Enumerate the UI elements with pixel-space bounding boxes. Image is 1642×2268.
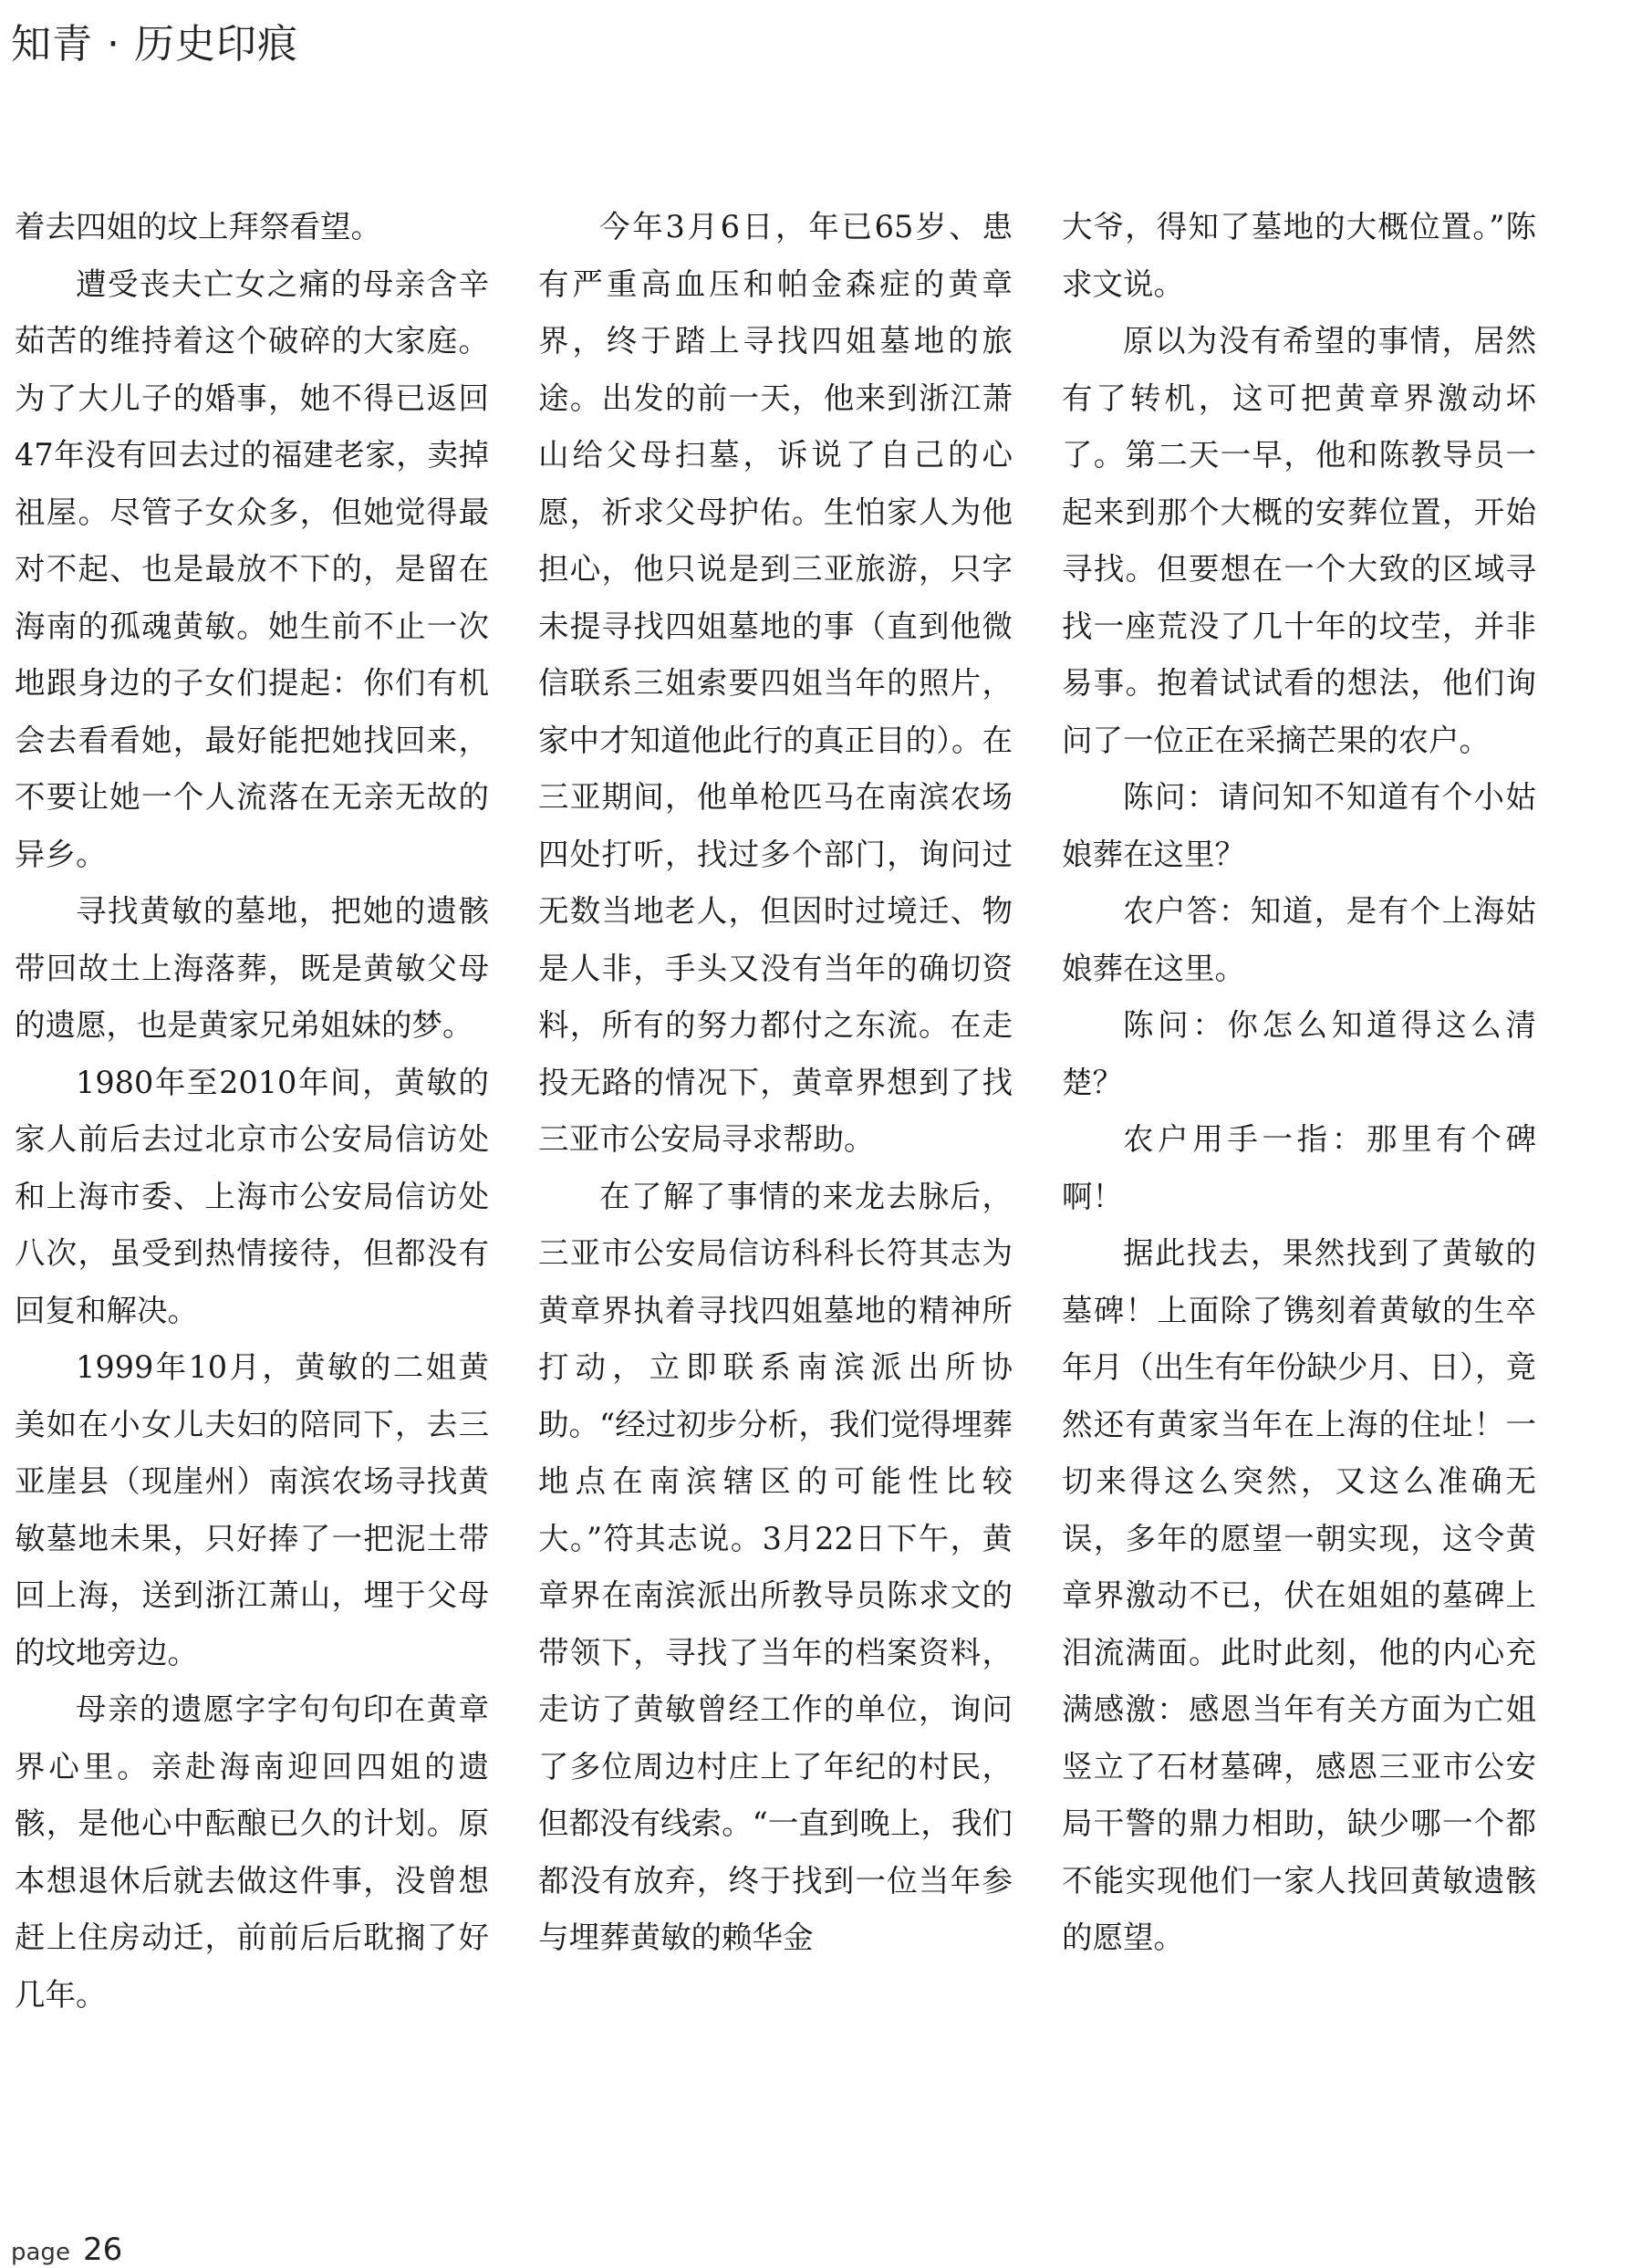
paragraph: 遭受丧夫亡女之痛的母亲含辛茹苦的维持着这个破碎的大家庭。为了大儿子的婚事，她不得已返回47年没有回去过的福建老家，卖掉祖屋。尽管子女众多，但她觉得最对不起、也是最放不下的，是留在海南的孤魂黄敏。她生前不止一次地跟身边的子女们提起：你们有机会去看看她，最好能把她找回来，不要让她一个人流落在无亲无故的异乡。 (15, 265, 489, 872)
paragraph: 1980年至2010年间，黄敏的家人前后去过北京市公安局信访处和上海市委、上海市公安局信访处八次，虽受到热情接待，但都没有回复和解决。 (15, 1064, 489, 1328)
article-column-3 (1062, 199, 1536, 1967)
article-column-2 (538, 199, 1013, 1967)
paragraph: 农户答：知道，是有个上海姑娘葬在这里。 (1062, 893, 1536, 986)
page-label: page (11, 2239, 70, 2266)
paragraph: 陈问：请问知不知道有个小姑娘葬在这里？ (1062, 779, 1536, 872)
paragraph: 陈问：你怎么知道得这么清楚？ (1062, 1007, 1536, 1100)
paragraph: 着去四姐的坟上拜祭看望。 (15, 209, 381, 244)
page-header: 知青 · 历史印痕 (11, 21, 298, 68)
paragraph: 农户用手一指：那里有个碑啊！ (1062, 1121, 1536, 1214)
paragraph: 在了解了事情的来龙去脉后，三亚市公安局信访科科长符其志为黄章界执着寻找四姐墓地的精神所打动，立即联系南滨派出所协助。“经过初步分析，我们觉得埋葬地点在南滨辖区的可能性比较大。”符其志说。3月22日下午，黄章界在南滨派出所教导员陈求文的带领下，寻找了当年的档案资料，走访了黄敏曾经工作的单位，询问了多位周边村庄上了年纪的村民，但都没有线索。“一直到晚上，我们都没有放弃，终于找到一位当年参与埋葬黄敏的赖华金 (538, 1178, 1013, 1955)
paragraph: 今年3月6日，年已65岁、患有严重高血压和帕金森症的黄章界，终于踏上寻找四姐墓地的旅途。出发的前一天，他来到浙江萧山给父母扫墓，诉说了自己的心愿，祈求父母护佑。生怕家人为他担心，他只说是到三亚旅游，只字未提寻找四姐墓地的事（直到他微信联系三姐索要四姐当年的照片，家中才知道他此行的真正目的）。在三亚期间，他单枪匹马在南滨农场四处打听，找过多个部门，询问过无数当地老人，但因时过境迁、物是人非，手头又没有当年的确切资料，所有的努力都付之东流。在走投无路的情况下，黄章界想到了找三亚市公安局寻求帮助。 (538, 209, 1013, 1157)
paragraph: 1999年10月，黄敏的二姐黄美如在小女儿夫妇的陪同下，去三亚崖县（现崖州）南滨农场寻找黄敏墓地未果，只好捧了一把泥土带回上海，送到浙江萧山，埋于父母的坟地旁边。 (15, 1349, 489, 1670)
page-footer (11, 2232, 122, 2268)
paragraph: 寻找黄敏的墓地，把她的遗骸带回故土上海落葬，既是黄敏父母的遗愿，也是黄家兄弟姐妹的梦。 (15, 893, 489, 1043)
paragraph: 原以为没有希望的事情，居然有了转机，这可把黄章界激动坏了。第二天一早，他和陈教导员一起来到那个大概的安葬位置，开始寻找。但要想在一个大致的区域寻找一座荒没了几十年的坟茔，并非易事。抱着试试看的想法，他们询问了一位正在采摘芒果的农户。 (1062, 323, 1536, 758)
paragraph: 母亲的遗愿字字句句印在黄章界心里。亲赴海南迎回四姐的遗骸，是他心中酝酿已久的计划。原本想退休后就去做这件事，没曾想赶上住房动迁，前前后后耽搁了好几年。 (15, 1691, 489, 2013)
page-number: 26 (82, 2232, 123, 2268)
article-column-1 (15, 199, 489, 2024)
paragraph: 大爷，得知了墓地的大概位置。”陈求文说。 (1062, 209, 1536, 302)
paragraph: 据此找去，果然找到了黄敏的墓碑！上面除了镌刻着黄敏的生卒年月（出生有年份缺少月、日），竟然还有黄家当年在上海的住址！一切来得这么突然，又这么准确无误，多年的愿望一朝实现，这令黄章界激动不已，伏在姐姐的墓碑上泪流满面。此时此刻，他的内心充满感激：感恩当年有关方面为亡姐竖立了石材墓碑，感恩三亚市公安局干警的鼎力相助，缺少哪一个都不能实现他们一家人找回黄敏遗骸的愿望。 (1062, 1235, 1536, 1955)
